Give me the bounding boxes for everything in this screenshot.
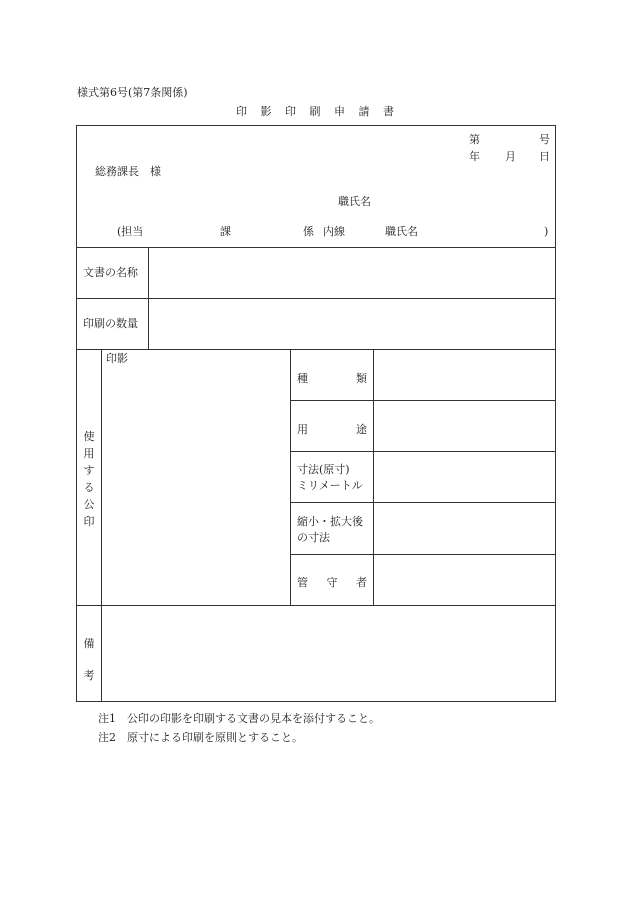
divider [290, 554, 555, 555]
remarks-label: 備考 [83, 637, 95, 682]
doc-name-label: 文書の名称 [83, 266, 138, 279]
form-number: 様式第6号(第7条関係) [77, 86, 188, 99]
seal-type-label-char: 類 [356, 372, 367, 385]
contact-subsection-label: 係 [303, 225, 314, 238]
page-title: 印 影 印 刷 申 請 書 [236, 105, 396, 118]
seal-scaled-line: 縮小・拡大後 [297, 515, 363, 528]
divider [290, 502, 555, 503]
number-dai-label: 第 [469, 133, 480, 146]
contact-title-label: 職氏名 [385, 225, 418, 238]
divider [290, 349, 291, 605]
seal-custodian-label [297, 574, 367, 590]
divider [77, 605, 555, 606]
seal-use-label-char: 途 [356, 423, 367, 436]
divider [290, 400, 555, 401]
seal-use-label-char: 用 [297, 423, 308, 436]
divider [373, 349, 374, 605]
seal-type-label-char: 種 [297, 372, 308, 385]
contact-section-label: 課 [220, 225, 231, 238]
seal-use-label [297, 421, 367, 437]
date-year-label: 年 [469, 150, 480, 163]
applicant-title-label: 職氏名 [338, 195, 371, 208]
application-form-table [76, 125, 556, 702]
contact-open: (担当 [117, 225, 144, 238]
date-month-label: 月 [505, 150, 516, 163]
seal-size-line: 寸法(原寸) [297, 463, 350, 476]
divider [290, 451, 555, 452]
divider [77, 349, 555, 350]
seal-scaled-line: の寸法 [297, 530, 330, 544]
addressee: 総務課長 様 [95, 165, 161, 178]
seal-custodian-char: 守 [326, 576, 338, 589]
seal-type-label [297, 370, 367, 386]
number-go-label: 号 [539, 133, 550, 146]
seal-impression-label: 印影 [106, 352, 128, 365]
note-1: 注1 公印の印影を印刷する文書の見本を添付すること。 [98, 712, 380, 725]
print-quantity-label: 印刷の数量 [83, 317, 138, 330]
seal-scaled-size-label [297, 514, 363, 546]
contact-close: ) [544, 225, 549, 238]
date-day-label: 日 [539, 150, 550, 163]
seal-side-label: 使用する公印 [83, 430, 95, 529]
contact-extension-label: 内線 [323, 225, 345, 238]
note-2: 注2 原寸による印刷を原則とすること。 [98, 731, 303, 744]
divider [148, 247, 149, 349]
seal-size-line: ミリメートル [297, 478, 363, 492]
seal-custodian-char: 管 [297, 576, 308, 589]
divider [101, 349, 102, 702]
seal-size-label [297, 462, 363, 494]
seal-custodian-char: 者 [356, 576, 367, 589]
